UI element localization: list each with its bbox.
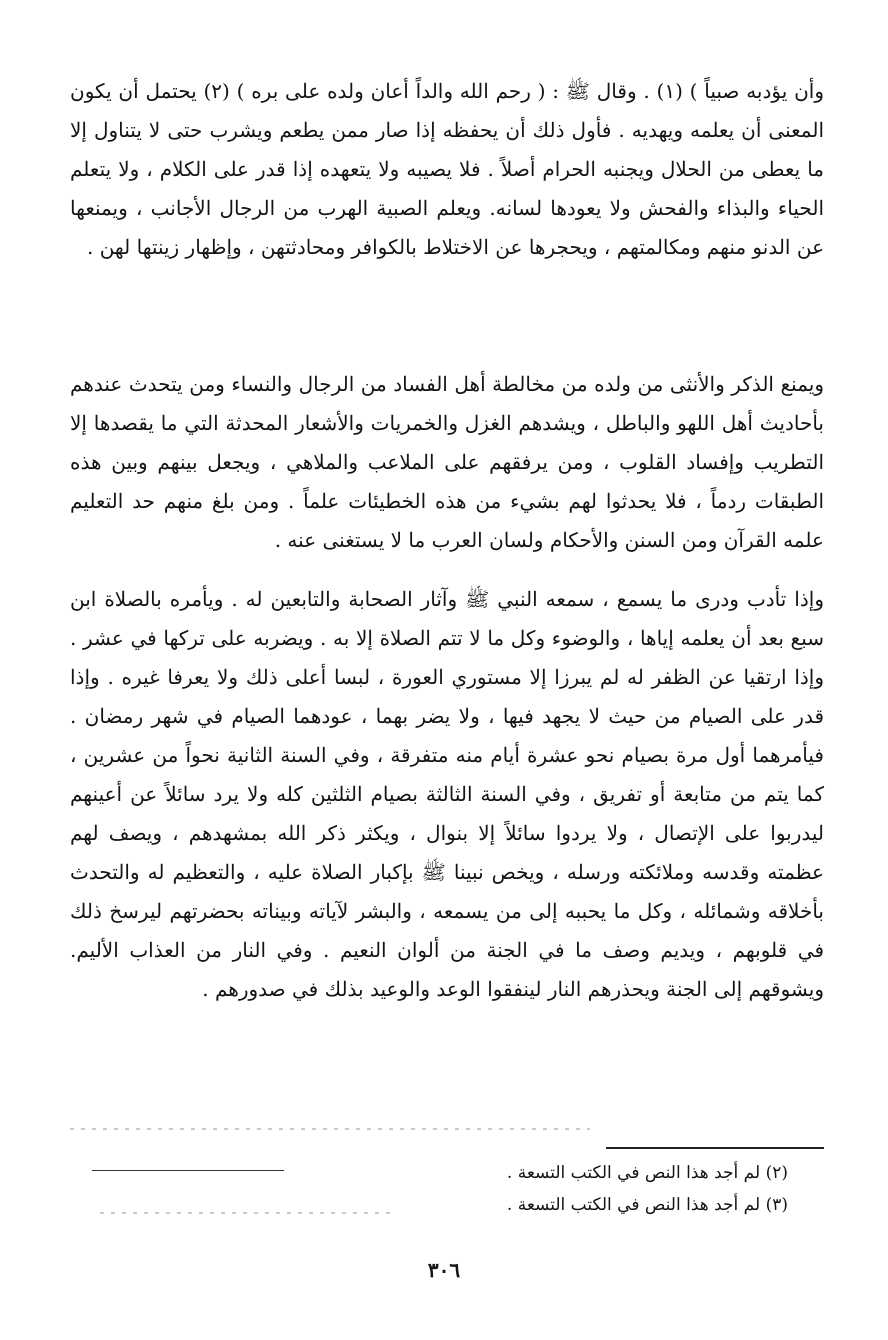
footnote-divider	[606, 1147, 824, 1149]
paragraph-2: ويمنع الذكر والأنثى من ولده من مخالطة أهل الفساد من الرجال والنساء ومن يتحدث عندهم بأحاديث أهل اللهو والباطل ، ويشدهم الغزل والخمريات والأشعار المحدثة التي ما يقصدها إلا التطريب وإفساد القلوب ، ومن يرفقهم على الملاعب والملاهي ، ويجعل بينهم وبين هذه الطبقات ردماً ، فلا يحدثوا لهم بشيء من هذه الخطيئات علماً . ومن بلغ منهم حد التعليم علمه القرآن ومن السنن والأحكام ولسان العرب ما لا يستغنى عنه .	[70, 372, 824, 552]
footnote-2: (٢) لم أجد هذا النص في الكتب التسعة .	[506, 1163, 788, 1183]
show-through-footnote	[100, 1212, 390, 1214]
page-number: ٣٠٦	[427, 1258, 461, 1282]
show-through-divider	[92, 1170, 284, 1171]
show-through-text	[70, 1128, 590, 1130]
footnote-3: (٣) لم أجد هذا النص في الكتب التسعة .	[506, 1195, 788, 1215]
paragraph-3: وإذا تأدب ودرى ما يسمع ، سمعه النبي ﷺ وآثار الصحابة والتابعين له . ويأمره بالصلاة ابن سبع بعد أن يعلمه إياها ، والوضوء وكل ما لا تتم الصلاة إلا به . ويضربه على تركها في عشر . وإذا ارتقيا عن الظفر له لم يبرزا إلا مستوري العورة ، لبسا أعلى ذلك ولا يعرفا غيره . وإذا قدر على الصيام من حيث لا يجهد فيها ، ولا يضر بهما ، عودهما الصيام في شهر رمضان . فيأمرهما أول مرة بصيام نحو عشرة أيام منه متفرقة ، وفي السنة الثانية نحواً من عشرين ، كما يتم من متابعة أو تفريق ، وفي السنة الثالثة بصيام الثلثين كله ولا يرد سائلاً عن أعينهم ليدربوا على الإتصال ، ولا يردوا سائلاً إلا بنوال ، ويكثر ذكر الله بمشهدهم ، ويصف لهم عظمته وقدسه وملائكته ورسله ، ويخص نبينا ﷺ بإكبار الصلاة عليه ، والتعظيم له والتحدث بأخلاقه وشمائله ، وكل ما يحببه إلى من يسمعه ، والبشر لآياته وبيناته بحضرتهم ليرسخ ذلك في قلوبهم ، ويديم وصف ما في الجنة من ألوان النعيم . وفي النار من العذاب الأليم. ويشوقهم إلى الجنة ويحذرهم النار لينفقوا الوعد والوعيد بذلك في صدورهم .	[70, 587, 824, 1001]
paragraph-1: وأن يؤدبه صبياً ) (١) . وقال ﷺ : ( رحم الله والداً أعان ولده على بره ) (٢) يحتمل أن يكون المعنى أن يعلمه ويهديه . فأول ذلك أن يحفظه إذا صار ممن يطعم ويشرب حتى لا يتناول إلا ما يعطى من الحلال ويجنبه الحرام أصلاً . فلا يصيبه ولا يتعهده إذا قدر على الكلام ، ولا يتعلم الحياء والبذاء والفحش ولا يعودها لسانه. ويعلم الصبية الهرب من الرجال الأجانب ، ويمنعها عن الدنو منهم ومكالمتهم ، ويحجرها عن الاختلاط بالكوافر ومحادثتهن ، وإظهار زينتها لهن .	[70, 79, 824, 259]
